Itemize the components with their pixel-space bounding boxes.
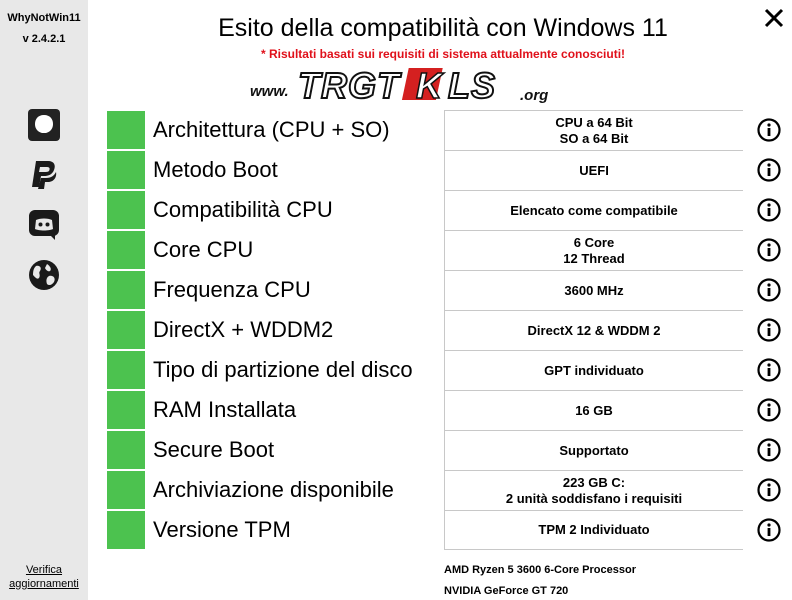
requirement-value-line: SO a 64 Bit	[559, 130, 629, 146]
status-indicator	[107, 471, 145, 509]
info-icon[interactable]	[757, 118, 781, 142]
requirement-value-line: 223 GB C:	[562, 474, 626, 490]
check-row	[107, 150, 787, 190]
check-updates-link[interactable]: Verifica aggiornamenti	[9, 564, 79, 590]
info-icon[interactable]	[757, 278, 781, 302]
requirement-value-line: 12 Thread	[563, 250, 625, 266]
requirement-label: Core CPU	[153, 237, 254, 262]
requirement-label: Compatibilità CPU	[153, 197, 333, 222]
requirement-value	[444, 150, 743, 190]
requirement-label: Versione TPM	[153, 517, 291, 542]
svg-text:K: K	[416, 65, 442, 106]
info-icon[interactable]	[757, 238, 781, 262]
info-icon[interactable]	[757, 478, 781, 502]
github-icon[interactable]	[27, 108, 61, 142]
discord-icon[interactable]	[27, 208, 61, 242]
requirement-value-line: 16 GB	[575, 402, 613, 418]
requirement-value	[444, 230, 743, 270]
check-row	[107, 510, 787, 550]
info-icon[interactable]	[757, 198, 781, 222]
check-row	[107, 270, 787, 310]
check-row	[107, 470, 787, 510]
watermark-logo	[248, 62, 568, 106]
results-table	[107, 110, 787, 550]
requirement-value-line: TPM 2 Individuato	[538, 522, 650, 537]
app-name: WhyNotWin11	[7, 12, 81, 24]
requirement-value	[444, 470, 743, 510]
requirement-value-line: 2 unità soddisfano i requisiti	[505, 490, 683, 506]
requirement-value-line: Elencato come compatibile	[510, 202, 678, 218]
requirement-value	[444, 190, 743, 230]
requirement-value	[444, 510, 743, 550]
requirement-value	[444, 430, 743, 470]
system-gpu: NVIDIA GeForce GT 720	[444, 585, 569, 597]
system-cpu: AMD Ryzen 5 3600 6-Core Processor	[444, 564, 636, 576]
info-icon[interactable]	[757, 358, 781, 382]
check-row	[107, 230, 787, 270]
status-indicator	[107, 511, 145, 549]
app-version: v 2.4.2.1	[22, 33, 66, 45]
info-icon[interactable]	[757, 438, 781, 462]
check-row	[107, 430, 787, 470]
requirement-label: DirectX + WDDM2	[153, 317, 334, 342]
requirement-label: Tipo di partizione del disco	[153, 357, 413, 382]
svg-text:.org: .org	[520, 87, 549, 104]
requirement-label: Architettura (CPU + SO)	[153, 117, 390, 142]
sidebar	[0, 0, 88, 600]
status-indicator	[107, 111, 145, 149]
check-row	[107, 390, 787, 430]
requirement-label: RAM Installata	[153, 397, 297, 422]
status-indicator	[107, 271, 145, 309]
page-title: Esito della compatibilità con Windows 11	[218, 14, 668, 42]
page-subtitle: * Risultati basati sui requisiti di sistema attualmente conosciuti!	[260, 47, 626, 61]
check-row	[107, 310, 787, 350]
check-row	[107, 110, 787, 150]
status-indicator	[107, 351, 145, 389]
check-row	[107, 350, 787, 390]
requirement-label: Metodo Boot	[153, 157, 278, 182]
requirement-value	[444, 110, 743, 150]
requirement-value-line: 6 Core	[573, 234, 615, 250]
info-icon[interactable]	[757, 158, 781, 182]
status-indicator	[107, 151, 145, 189]
status-indicator	[107, 191, 145, 229]
check-row	[107, 190, 787, 230]
info-icon[interactable]	[757, 518, 781, 542]
svg-text:TRGT: TRGT	[298, 65, 400, 106]
svg-text:LS: LS	[448, 65, 497, 106]
requirement-value-line: Supportato	[559, 442, 629, 458]
requirement-value-line: CPU a 64 Bit	[555, 114, 633, 130]
status-indicator	[107, 311, 145, 349]
requirement-value	[444, 310, 743, 350]
requirement-value	[444, 270, 743, 310]
requirement-value-line: 3600 MHz	[564, 282, 624, 298]
requirement-value	[444, 390, 743, 430]
requirement-value-line: DirectX 12 & WDDM 2	[527, 322, 661, 338]
status-indicator	[107, 431, 145, 469]
status-indicator	[107, 391, 145, 429]
requirement-label: Secure Boot	[153, 437, 275, 462]
requirement-label: Frequenza CPU	[153, 277, 311, 302]
status-indicator	[107, 231, 145, 269]
paypal-icon[interactable]	[27, 158, 61, 192]
info-icon[interactable]	[757, 318, 781, 342]
svg-text:www.: www.	[250, 83, 289, 100]
requirement-value-line: UEFI	[579, 162, 609, 178]
requirement-value	[444, 350, 743, 390]
web-icon[interactable]	[27, 258, 61, 292]
info-icon[interactable]	[757, 398, 781, 422]
requirement-label: Archiviazione disponibile	[153, 477, 394, 502]
requirement-value-line: GPT individuato	[544, 362, 644, 378]
